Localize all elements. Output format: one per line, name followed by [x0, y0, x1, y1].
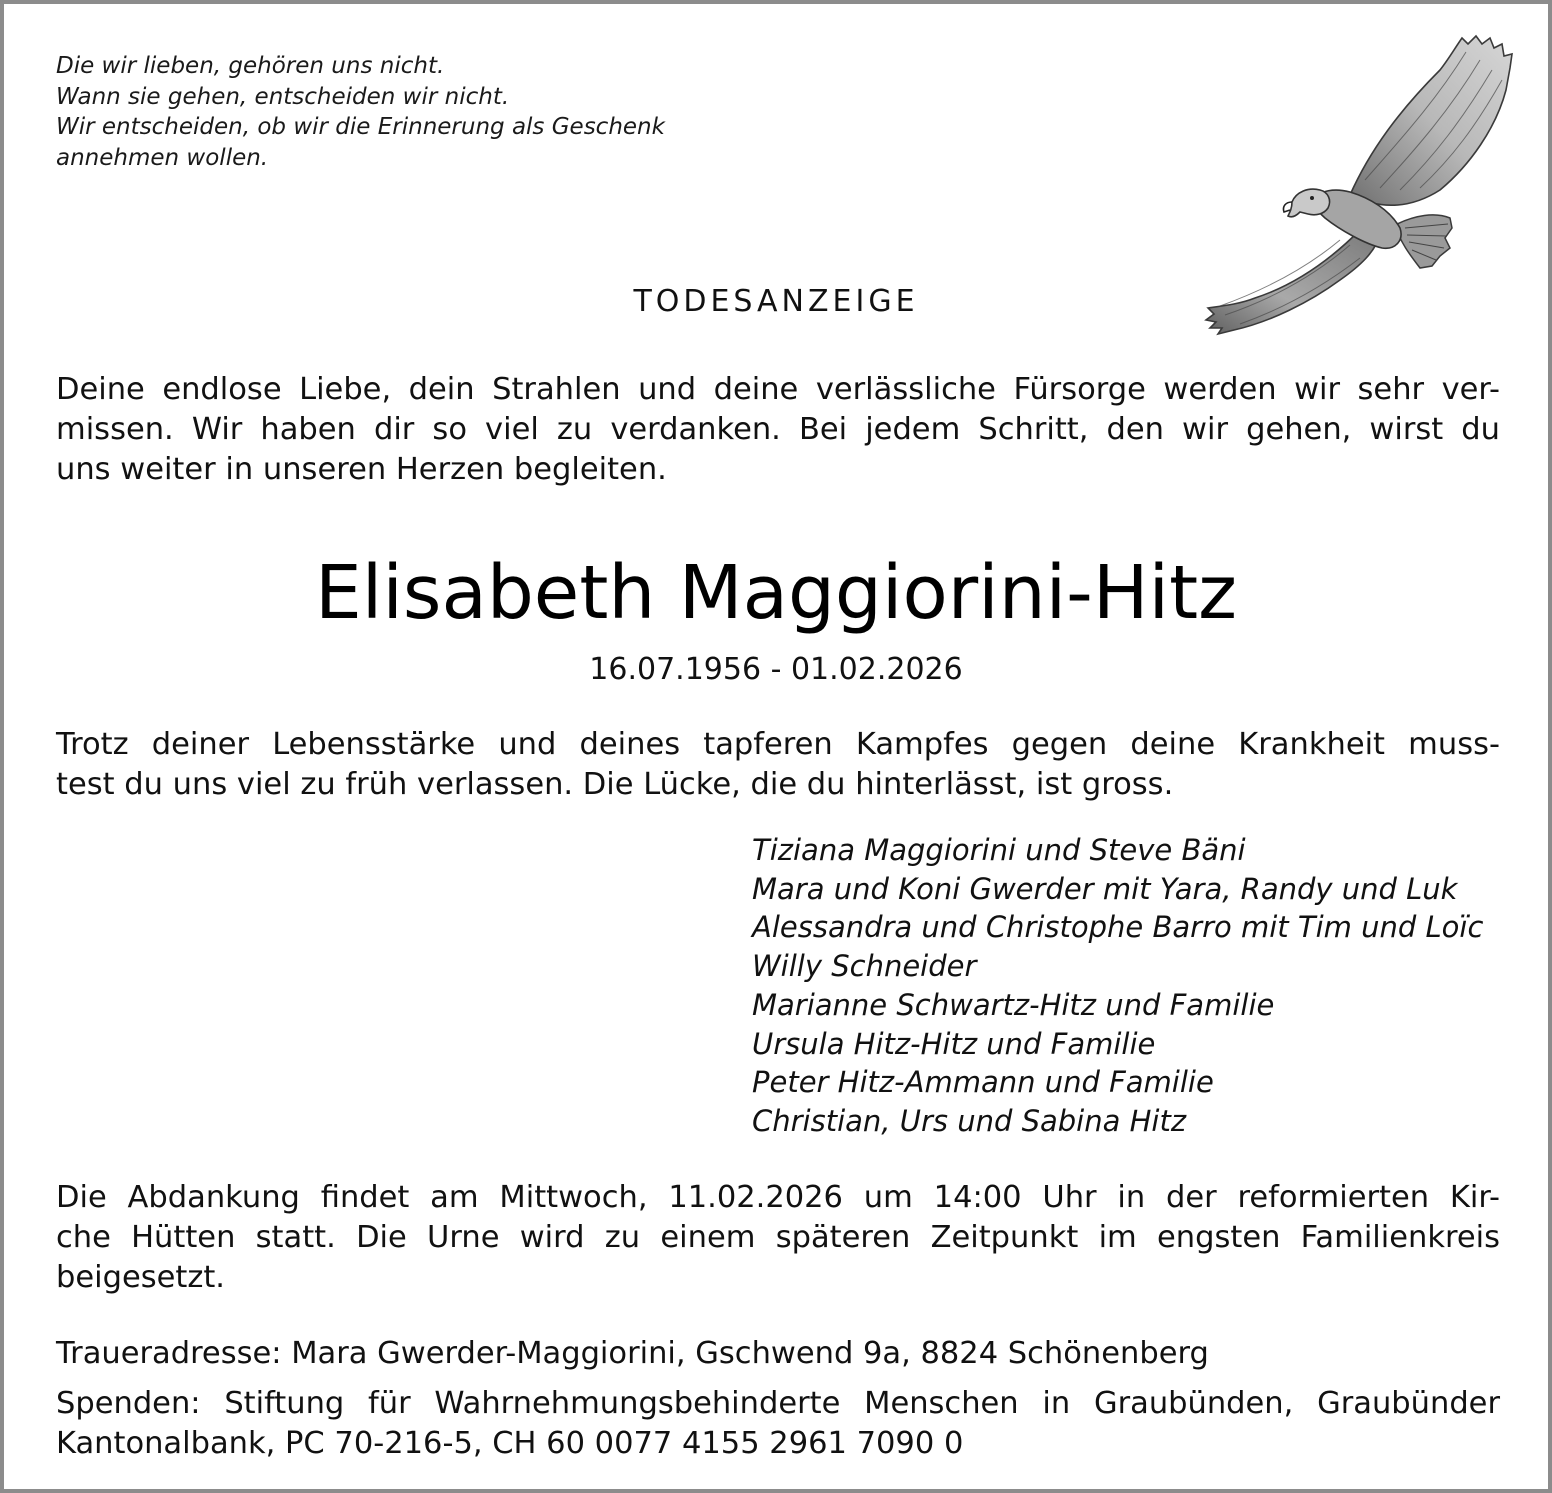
- mourner-entry: Mara und Koni Gwerder mit Yara, Randy und Luk: [752, 871, 1458, 906]
- mourner-entry: Peter Hitz-Ammann und Familie: [752, 1065, 1214, 1100]
- motto-line: annehmen wollen.: [56, 144, 269, 171]
- donations-paragraph: [56, 1384, 1500, 1464]
- intro-paragraph: [56, 370, 1500, 490]
- text-line: Spenden: Stiftung für Wahrnehmungsbehinderte Menschen in Graubünden, Graubünder: [56, 1386, 1500, 1421]
- motto-line: Wann sie gehen, entscheiden wir nicht.: [56, 83, 510, 110]
- mourner-entry: Christian, Urs und Sabina Hitz: [752, 1103, 1187, 1138]
- life-dates: 16.07.1956 - 01.02.2026: [589, 652, 963, 687]
- mourner-entry: Ursula Hitz-Hitz und Familie: [752, 1026, 1156, 1061]
- mourners-list: [752, 831, 1483, 1141]
- mourner-entry: Marianne Schwartz-Hitz und Familie: [752, 987, 1275, 1022]
- text-line: Traueradresse: Mara Gwerder-Maggiorini, Gschwend 9a, 8824 Schönenberg: [56, 1336, 1209, 1371]
- text-line: Die Abdankung findet am Mittwoch, 11.02.2026 um 14:00 Uhr in der reformierten Kir-: [56, 1180, 1500, 1215]
- text-line: missen. Wir haben dir so viel zu verdanken. Bei jedem Schritt, den wir gehen, wirst du: [56, 412, 1500, 447]
- tribute-paragraph: [56, 725, 1500, 805]
- mourning-address: [56, 1334, 1500, 1374]
- motto-line: Die wir lieben, gehören uns nicht.: [56, 53, 445, 79]
- text-line: che Hütten statt. Die Urne wird zu einem späteren Zeitpunkt im engsten Familienkreis: [56, 1220, 1500, 1255]
- service-paragraph: [56, 1178, 1500, 1298]
- text-line: Kantonalbank, PC 70-216-5, CH 60 0077 4155 2961 7090 0: [56, 1426, 964, 1461]
- mourner-entry: Alessandra und Christophe Barro mit Tim und Loïc: [752, 910, 1484, 945]
- mourner-entry: Tiziana Maggiorini und Steve Bäni: [752, 833, 1246, 867]
- deceased-name: Elisabeth Maggiorini-Hitz: [315, 550, 1237, 636]
- text-line: Trotz deiner Lebensstärke und deines tapferen Kampfes gegen deine Krankheit muss-: [56, 727, 1500, 762]
- mourner-entry: Willy Schneider: [752, 949, 977, 984]
- motto-quote: [56, 51, 665, 173]
- text-line: uns weiter in unseren Herzen begleiten.: [56, 452, 667, 487]
- text-line: Deine endlose Liebe, dein Strahlen und deine verlässliche Fürsorge werden wir sehr ver-: [56, 372, 1500, 407]
- text-line: test du uns viel zu früh verlassen. Die Lücke, die du hinterlässt, ist gross.: [56, 767, 1174, 802]
- motto-line: Wir entscheiden, ob wir die Erinnerung als Geschenk: [56, 114, 665, 140]
- notice-heading: TODESANZEIGE: [633, 284, 919, 319]
- text-line: beigesetzt.: [56, 1260, 226, 1295]
